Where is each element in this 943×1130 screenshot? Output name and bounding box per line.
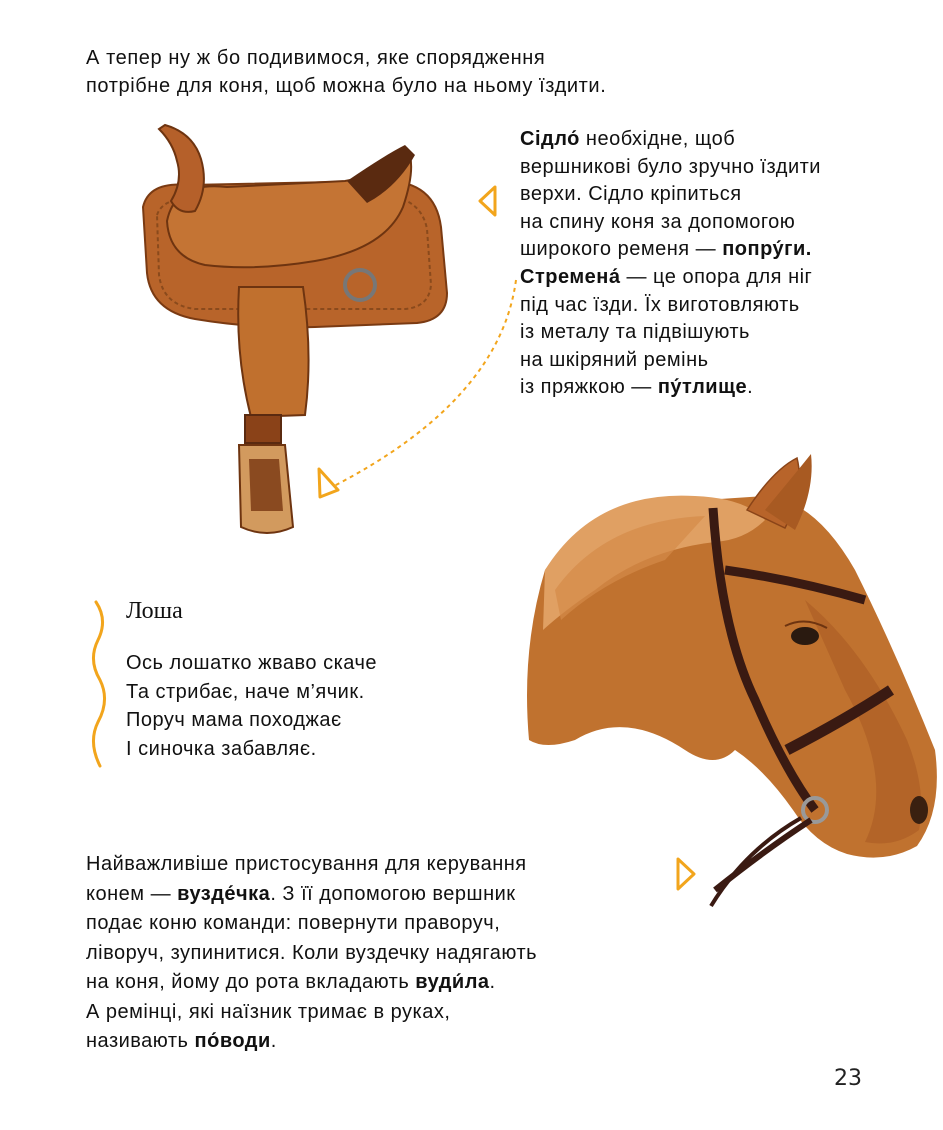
page-number: 23 [834, 1066, 862, 1091]
arrow-triangle-icon [674, 856, 698, 892]
text-line: конем — вузде́чка. З її допомогою вершник [86, 882, 516, 905]
arrow-triangle-icon [316, 466, 342, 500]
bridle-description [86, 850, 666, 1057]
wavy-ornament-icon [86, 600, 110, 770]
term-bit: вуди́ла [415, 971, 490, 993]
text-line: Найважливіше пристосування для керування [86, 853, 527, 875]
intro-line: потрібне для коня, щоб можна було на ньому їздити. [86, 75, 607, 97]
saddle-description [520, 126, 920, 402]
poem-title: Лоша [126, 598, 183, 624]
arrow-triangle-icon [476, 184, 498, 218]
text-line: із металу та підвішують [520, 321, 750, 344]
text-line: Стремена́ — це опора для ніг [520, 265, 813, 288]
text-line: подає коню команди: повернути праворуч, [86, 912, 501, 934]
poem-line: Ось лошатко жваво скаче [126, 652, 377, 674]
text-line: на шкіряний ремінь [520, 348, 709, 371]
text-line: ліворуч, зупинитися. Коли вуздечку надягають [86, 941, 538, 964]
poem-line: І синочка забавляє. [126, 737, 317, 760]
term-stirrups: Стремена́ [520, 265, 621, 288]
text-line: називають по́води. [86, 1030, 277, 1052]
text-line: широкого ременя — попру́ги. [520, 238, 812, 261]
poem [126, 598, 486, 763]
text-line: під час їзди. Їх виготовляють [520, 293, 800, 316]
poem-line: Та стрибає, наче м’ячик. [126, 680, 365, 703]
horse-head-illustration [515, 450, 943, 910]
text-line: на спину коня за допомогою [520, 210, 796, 233]
poem-line: Поруч мама походжає [126, 709, 342, 731]
text-line: вершникові було зручно їздити [520, 155, 821, 178]
text-line: верхи. Сідло кріпиться [520, 183, 742, 206]
connector-line [310, 170, 520, 510]
term-stirrup-leather: пу́тлище [657, 376, 748, 399]
text-line: на коня, йому до рота вкладають вуди́ла. [86, 971, 496, 993]
term-bridle: вузде́чка [177, 882, 271, 905]
intro-paragraph [86, 44, 746, 100]
text-line: А ремінці, які наїзник тримає в руках, [86, 1000, 451, 1023]
text-line: Сідло́ необхідне, щоб [520, 128, 736, 150]
text-line: із пряжкою — пу́тлище. [520, 376, 754, 399]
intro-line: А тепер ну ж бо подивимося, яке спорядження [86, 47, 546, 69]
term-girth: попру́ги. [722, 238, 812, 261]
term-saddle: Сідло́ [520, 128, 580, 150]
term-reins: по́води [194, 1030, 271, 1052]
